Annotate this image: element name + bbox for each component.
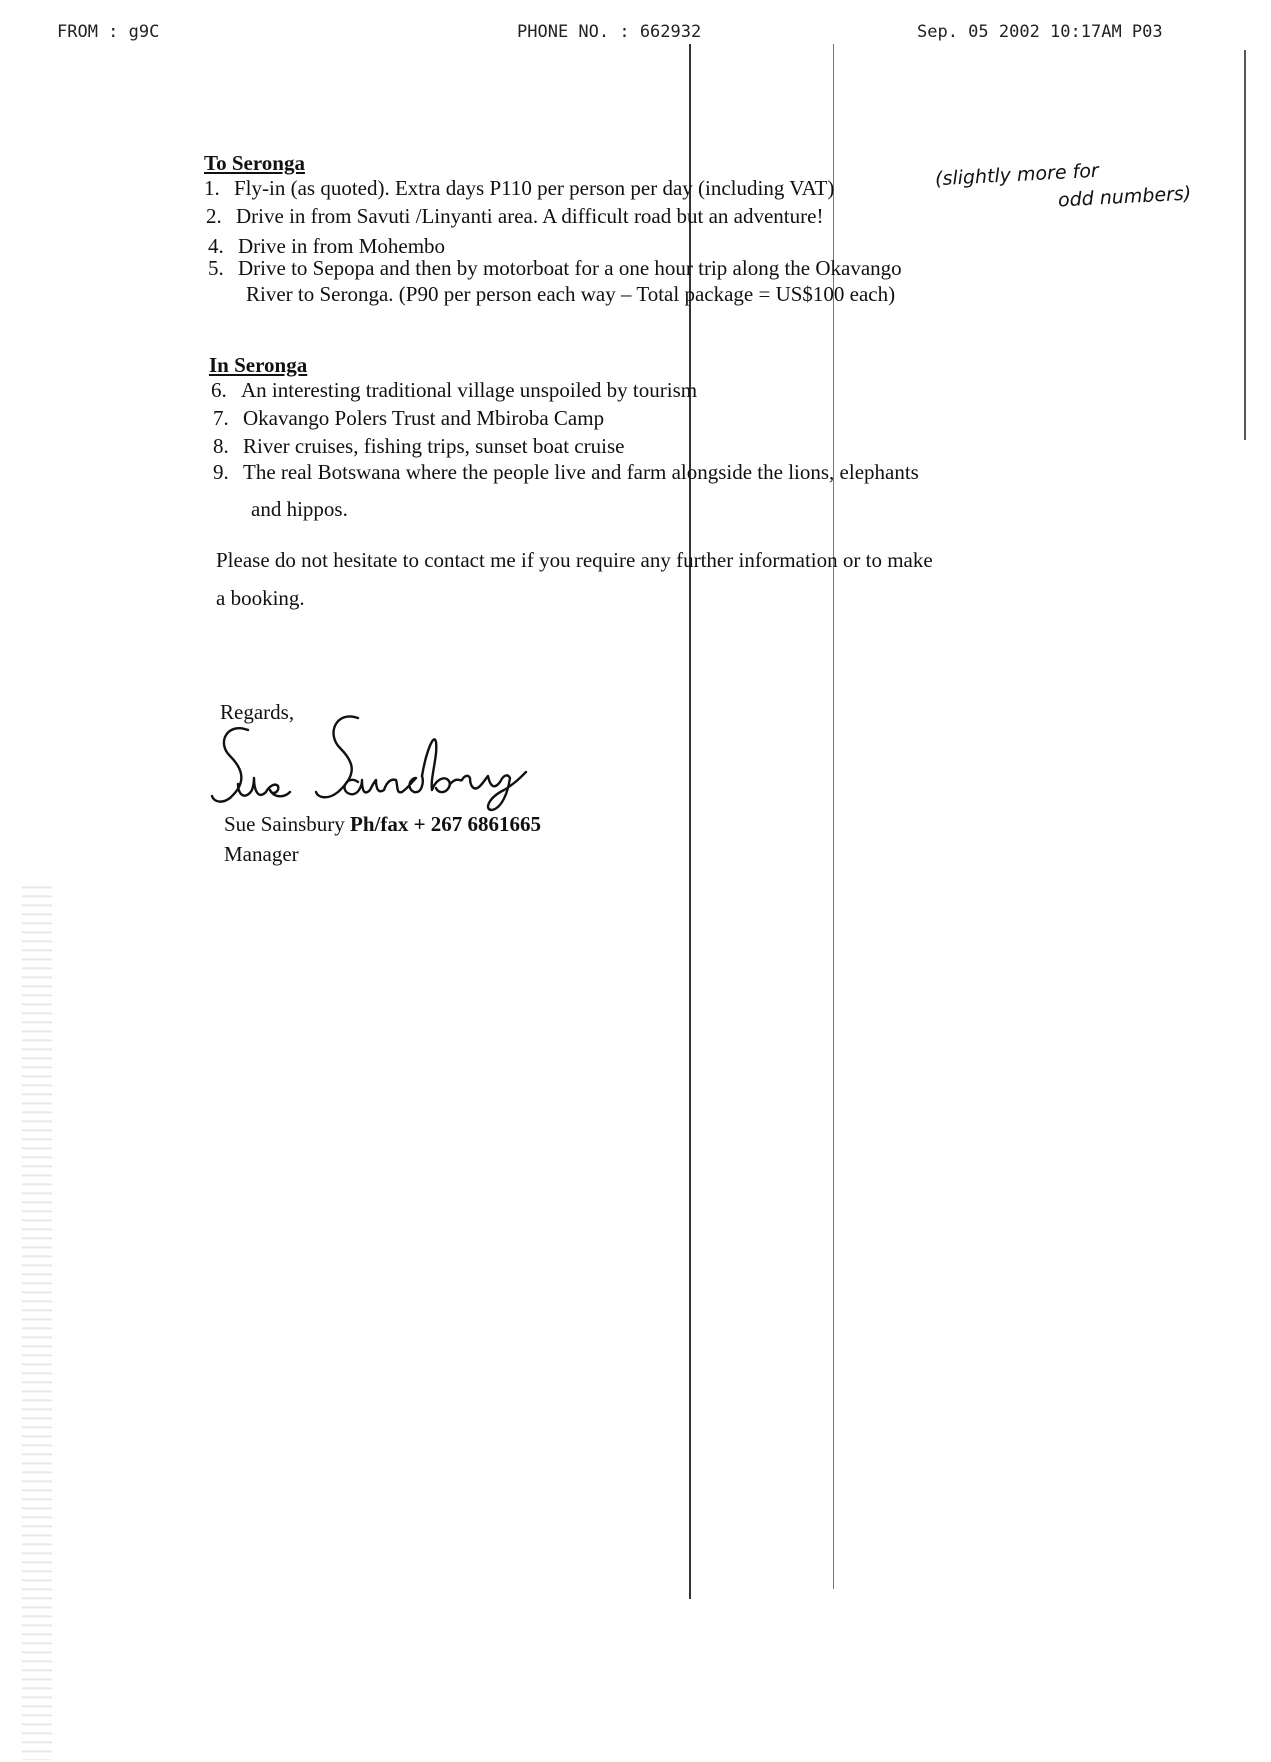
signatory-line bbox=[224, 812, 541, 837]
list-item-text: Okavango Polers Trust and Mbiroba Camp bbox=[243, 406, 605, 430]
list-item-number: 9. bbox=[213, 460, 229, 484]
list-item-continuation: River to Seronga. (P90 per person each way – Total package = US$100 each) bbox=[246, 282, 896, 306]
list-item bbox=[213, 406, 604, 431]
list-item bbox=[204, 176, 834, 201]
list-item-number: 5. bbox=[208, 256, 224, 280]
signatory-name: Sue Sainsbury bbox=[224, 812, 345, 836]
regards-text: Regards, bbox=[220, 700, 295, 724]
list-item bbox=[213, 434, 624, 459]
list-item-text: Drive in from Mohembo bbox=[238, 234, 446, 258]
handwritten-note: (slightly more for bbox=[934, 159, 1100, 191]
phone-number: + 267 6861665 bbox=[413, 812, 542, 836]
phfax-label: Ph/fax bbox=[350, 812, 409, 836]
list-item-number: 8. bbox=[213, 434, 229, 458]
list-item bbox=[211, 378, 697, 403]
fax-from: FROM : g9C bbox=[57, 22, 160, 42]
fax-phone: PHONE NO. : 662932 bbox=[517, 22, 702, 42]
section-heading-to-seronga: To Seronga bbox=[204, 151, 305, 175]
list-item-text: River cruises, fishing trips, sunset boat cruise bbox=[243, 434, 625, 458]
list-item-number: 4. bbox=[208, 234, 224, 258]
list-item bbox=[213, 460, 919, 485]
list-item bbox=[206, 204, 823, 229]
list-item-continuation: and hippos. bbox=[251, 497, 348, 521]
list-item-number: 2. bbox=[206, 204, 222, 228]
list-item bbox=[208, 256, 902, 281]
signatory-title: Manager bbox=[224, 842, 299, 866]
list-item-number: 1. bbox=[204, 176, 220, 200]
list-item-text: The real Botswana where the people live and farm alongside the lions, elephants bbox=[243, 460, 919, 484]
section-heading-in-seronga: In Seronga bbox=[209, 353, 308, 377]
list-item-text: Fly-in (as quoted). Extra days P110 per person per day (including VAT) bbox=[234, 176, 835, 200]
fax-date: Sep. 05 2002 10:17AM P03 bbox=[917, 22, 1163, 42]
closing-paragraph: a booking. bbox=[216, 586, 305, 610]
signature bbox=[208, 712, 538, 812]
handwritten-note: odd numbers) bbox=[1057, 182, 1192, 212]
list-item-text: An interesting traditional village unspoiled by tourism bbox=[241, 378, 698, 402]
list-item-number: 7. bbox=[213, 406, 229, 430]
list-item-number: 6. bbox=[211, 378, 227, 402]
closing-paragraph: Please do not hesitate to contact me if you require any further information or to make bbox=[216, 548, 933, 572]
list-item-text: Drive in from Savuti /Linyanti area. A difficult road but an adventure! bbox=[236, 204, 824, 228]
list-item-text: Drive to Sepopa and then by motorboat for a one hour trip along the Okavango bbox=[238, 256, 902, 280]
